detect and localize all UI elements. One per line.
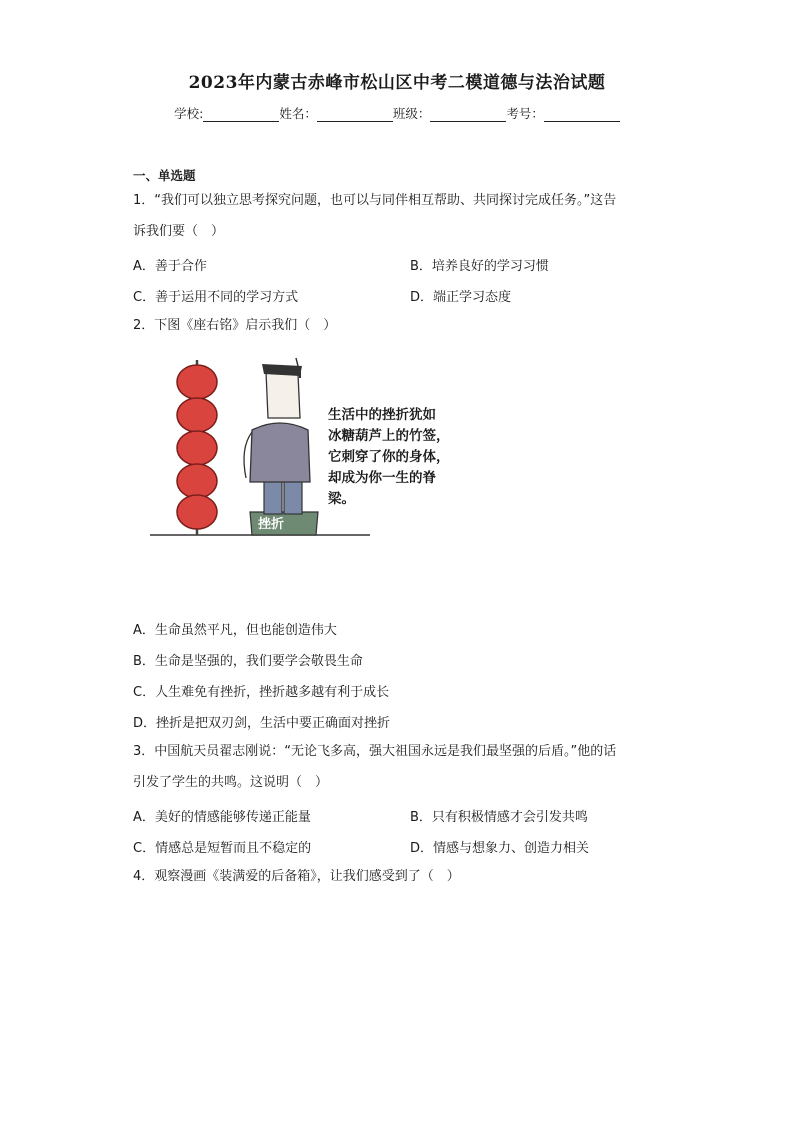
- caption-line: 生活中的挫折犹如: [328, 407, 436, 423]
- class-blank[interactable]: [430, 108, 506, 122]
- stone-label: 挫折: [258, 517, 285, 532]
- school-blank[interactable]: [203, 108, 279, 122]
- question-2-option-d[interactable]: D．挫折是把双刃剑，生活中要正确面对挫折: [133, 716, 391, 731]
- question-1-line-2: 诉我们要（ ）: [133, 224, 225, 239]
- question-2-line-1: 2．下图《座右铭》启示我们（ ）: [133, 318, 337, 333]
- number-field[interactable]: [506, 104, 620, 122]
- question-1-option-c[interactable]: C．善于运用不同的学习方式: [133, 290, 299, 305]
- question-1-option-a[interactable]: A．善于合作: [133, 259, 207, 274]
- question-3-option-c[interactable]: C．情感总是短暂而且不稳定的: [133, 841, 312, 856]
- caption-line: 却成为你一生的脊: [328, 470, 436, 486]
- number-label: 考号：: [506, 106, 544, 121]
- cartoon-caption: [328, 405, 478, 510]
- question-2-option-b[interactable]: B．生命是坚强的，我们要学会敬畏生命: [133, 654, 363, 669]
- class-label: 班级：: [392, 106, 431, 121]
- question-1-option-b[interactable]: B．培养良好的学习习惯: [410, 259, 549, 274]
- name-label: 姓名：: [279, 106, 317, 121]
- student-info-row: [0, 104, 794, 122]
- question-2-option-a[interactable]: A．生命虽然平凡，但也能创造伟大: [133, 623, 337, 638]
- name-field[interactable]: [279, 104, 393, 122]
- question-4-line-1: 4．观察漫画《装满爱的后备箱》，让我们感受到了（ ）: [133, 869, 460, 884]
- exam-title: 2023年内蒙古赤峰市松山区中考二模道德与法治试题: [188, 73, 606, 93]
- school-field[interactable]: [174, 104, 279, 122]
- question-1-line-1: 1．“我们可以独立思考探究问题，也可以与同伴相互帮助、共同探讨完成任务。”这告: [133, 193, 617, 208]
- question-3-option-b[interactable]: B．只有积极情感才会引发共鸣: [410, 810, 588, 825]
- question-3-line-1: 3．中国航天员翟志刚说：“无论飞多高，强大祖国永远是我们最坚强的后盾。”他的话: [133, 744, 617, 759]
- question-3-option-a[interactable]: A．美好的情感能够传递正能量: [133, 810, 311, 825]
- caption-line: 冰糖葫芦上的竹签，: [328, 428, 450, 444]
- question-1-option-d[interactable]: D．端正学习态度: [410, 290, 512, 305]
- caption-line: 梁。: [328, 491, 355, 507]
- class-field[interactable]: [393, 104, 507, 122]
- person-torso: [250, 423, 310, 482]
- number-blank[interactable]: [544, 108, 620, 122]
- school-label: 学校:: [174, 106, 204, 121]
- caption-line: 它刺穿了你的身体，: [328, 449, 450, 465]
- question-2-option-c[interactable]: C．人生难免有挫折，挫折越多越有利于成长: [133, 685, 390, 700]
- person-head: [266, 372, 300, 418]
- name-blank[interactable]: [317, 108, 393, 122]
- question-3-option-d[interactable]: D．情感与想象力、创造力相关: [410, 841, 590, 856]
- question-3-line-2: 引发了学生的共鸣。这说明（ ）: [133, 775, 329, 790]
- section-title: 一、单选题: [133, 168, 196, 183]
- candied-haws: [177, 365, 217, 529]
